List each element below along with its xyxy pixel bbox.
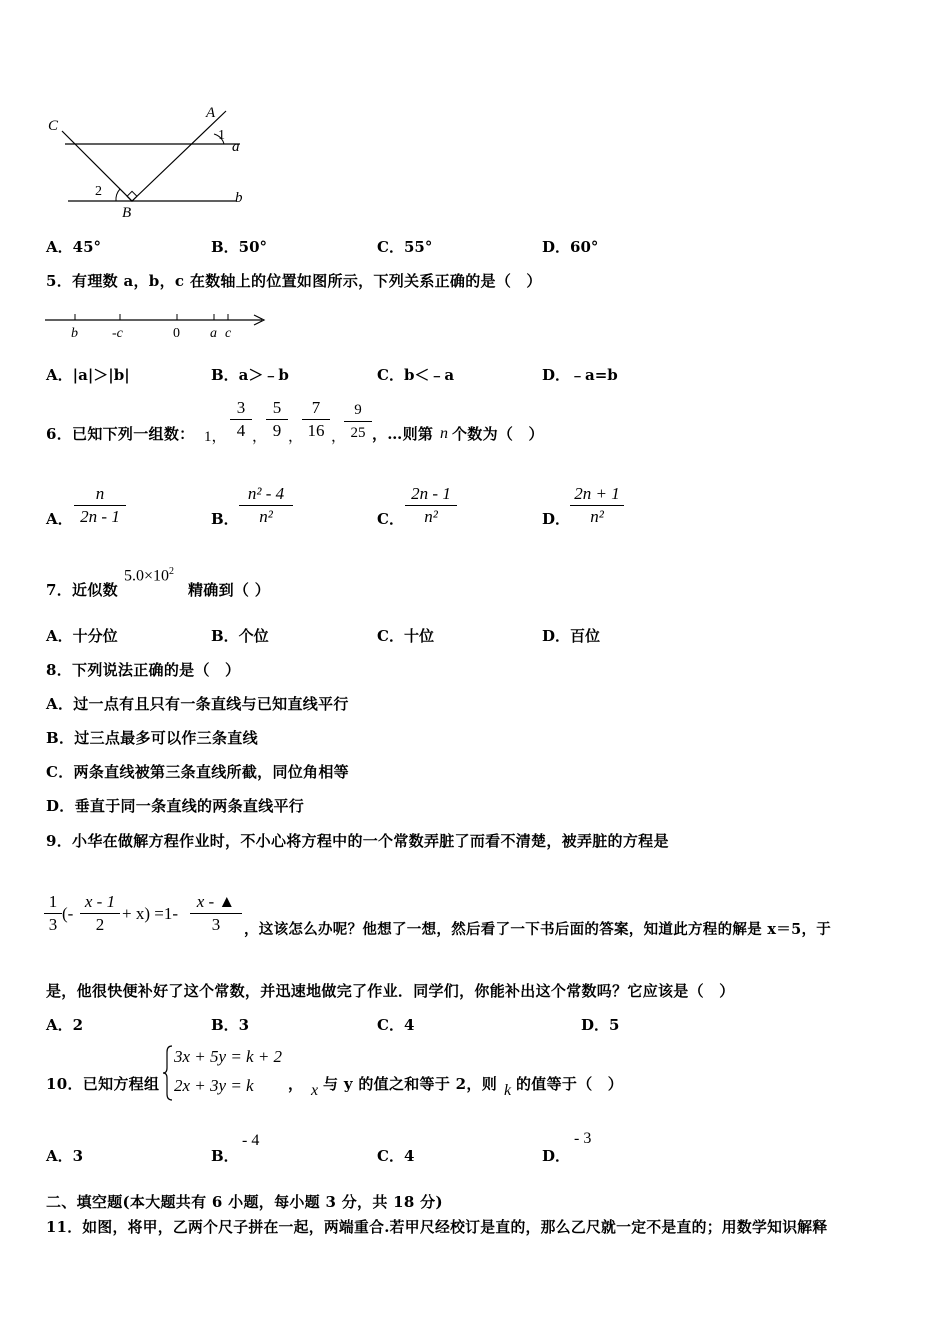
q4-option-c: C．55° xyxy=(377,238,433,256)
q10-equation-1: 3x + 5y = k + 2 xyxy=(174,1047,283,1066)
q11-stem: 11．如图，将甲，乙两个尺子拼在一起，两端重合.若甲尺经校订是直的，那么乙尺就一定不是直的；用数学知识解释 xyxy=(46,1219,828,1236)
q9-eq-middle: + x) =1- xyxy=(122,904,178,923)
q7-exponent: 2 xyxy=(169,566,175,577)
axis-label-b: b xyxy=(71,326,78,341)
q6-fraction-2: 5 9 xyxy=(266,398,288,441)
number-line xyxy=(40,308,270,344)
q6-option-c-fraction: 2n - 1 n² xyxy=(405,484,457,527)
label-B: B xyxy=(122,205,132,221)
q10-option-c: C．4 xyxy=(377,1147,415,1165)
q7-option-a: A．十分位 xyxy=(46,627,118,645)
right-angle-mark xyxy=(127,191,137,201)
q8-stem: 8．下列说法正确的是（ ） xyxy=(46,661,241,679)
q10-comma: ， xyxy=(288,1075,304,1093)
q6-n: n xyxy=(440,425,448,442)
q10-x: x xyxy=(311,1082,319,1099)
q10-stem-prefix: 10．已知方程组 xyxy=(46,1075,160,1093)
q8-option-d: D．垂直于同一条直线的两条直线平行 xyxy=(46,797,305,815)
q10-brace xyxy=(162,1044,174,1102)
axis-label-zero: 0 xyxy=(173,326,180,341)
q10-equation-2: 2x + 3y = k xyxy=(174,1076,254,1095)
q5-stem: 5．有理数 a，b，c 在数轴上的位置如图所示，下列关系正确的是（ ） xyxy=(46,272,542,290)
q7-option-d: D．百位 xyxy=(542,627,601,645)
q6-comma-1: ， xyxy=(252,429,268,445)
q6-option-a-label: A． xyxy=(46,510,73,528)
axis-label-c: c xyxy=(225,326,232,341)
q7-option-b: B．个位 xyxy=(211,627,269,645)
q6-stem-suffix-b: 个数为（ ） xyxy=(452,425,544,443)
q4-option-b: B．50° xyxy=(211,238,268,256)
q9-line-2: ，这该怎么办呢？他想了一想，然后看了一下书后面的答案，知道此方程的解是 x＝5，于 xyxy=(244,921,832,938)
q6-comma-2: ， xyxy=(288,429,304,445)
angle-2-arc xyxy=(116,189,120,201)
q9-eq-open: (- xyxy=(62,904,74,923)
q5-option-d: D．﹣a=b xyxy=(542,366,618,384)
q8-option-b: B．过三点最多可以作三条直线 xyxy=(46,729,258,747)
q6-option-d-fraction: 2n + 1 n² xyxy=(570,484,624,527)
line-BA xyxy=(132,111,226,201)
axis-label-neg-c: -c xyxy=(112,326,123,341)
q9-fraction-2: x - 1 2 xyxy=(80,892,120,935)
q6-option-a-fraction: n 2n - 1 xyxy=(74,484,126,527)
q7-stem-prefix: 7．近似数 xyxy=(46,581,118,599)
q6-stem-suffix-a: ，…则第 xyxy=(372,425,434,443)
q7-option-c: C．十位 xyxy=(377,627,434,645)
q6-option-c-label: C． xyxy=(377,510,404,528)
section-2-title: 二、填空题(本大题共有 6 小题，每小题 3 分，共 18 分) xyxy=(46,1193,443,1211)
q6-comma-3: ， xyxy=(331,429,347,445)
label-1: 1 xyxy=(218,128,225,143)
q10-option-b-value: - 4 xyxy=(242,1132,260,1149)
q10-option-b-label: B． xyxy=(211,1147,239,1165)
q9-option-c: C．4 xyxy=(377,1016,415,1034)
q10-k: k xyxy=(504,1082,512,1099)
label-A: A xyxy=(206,105,216,121)
q5-option-b: B．a＞﹣b xyxy=(211,366,289,384)
q6-option-b-fraction: n² - 4 n² xyxy=(239,484,293,527)
q10-middle: 与 y 的值之和等于 2，则 xyxy=(323,1075,498,1093)
q9-option-d: D．5 xyxy=(581,1016,620,1034)
label-b: b xyxy=(235,190,243,206)
q10-option-a: A．3 xyxy=(46,1147,84,1165)
label-2: 2 xyxy=(95,184,102,199)
q5-option-a: A．|a|＞|b| xyxy=(46,366,130,384)
q6-option-d-label: D． xyxy=(542,510,571,528)
q6-first-term: 1， xyxy=(204,429,227,445)
q10-option-d-value: - 3 xyxy=(574,1130,592,1147)
q9-option-a: A．2 xyxy=(46,1016,84,1034)
q9-option-b: B．3 xyxy=(211,1016,250,1034)
q9-stem: 9．小华在做解方程作业时，不小心将方程中的一个常数弄脏了而看不清楚，被弄脏的方程是 xyxy=(46,832,669,850)
q4-option-a: A．45° xyxy=(46,238,102,256)
q4-option-d: D．60° xyxy=(542,238,599,256)
q9-fraction-3: x - ▲ 3 xyxy=(190,892,242,935)
label-C: C xyxy=(48,118,59,134)
q9-line-3: 是，他很快便补好了这个常数，并迅速地做完了作业．同学们，你能补出这个常数吗？它应该是（ ） xyxy=(46,982,735,1000)
q5-option-c: C．b＜﹣a xyxy=(377,366,455,384)
q9-fraction-1: 1 3 xyxy=(44,892,62,935)
q8-option-c: C．两条直线被第三条直线所截，同位角相等 xyxy=(46,763,349,781)
q6-fraction-1: 3 4 xyxy=(230,398,252,441)
label-a: a xyxy=(232,139,240,155)
q10-option-d-label: D． xyxy=(542,1147,571,1165)
q6-fraction-3: 7 16 xyxy=(302,398,330,441)
q6-fraction-4: 9 25 xyxy=(344,400,372,443)
q7-number: $5.0\times 10^2$ xyxy=(124,566,175,585)
q8-option-a: A．过一点有且只有一条直线与已知直线平行 xyxy=(46,695,349,713)
angle-figure xyxy=(40,100,260,225)
q7-stem-suffix: 精确到（ ） xyxy=(188,581,271,599)
axis-label-a: a xyxy=(210,326,217,341)
q10-suffix: 的值等于（ ） xyxy=(516,1075,624,1093)
q6-stem-prefix: 6．已知下列一组数： xyxy=(46,425,195,443)
q6-option-b-label: B． xyxy=(211,510,239,528)
